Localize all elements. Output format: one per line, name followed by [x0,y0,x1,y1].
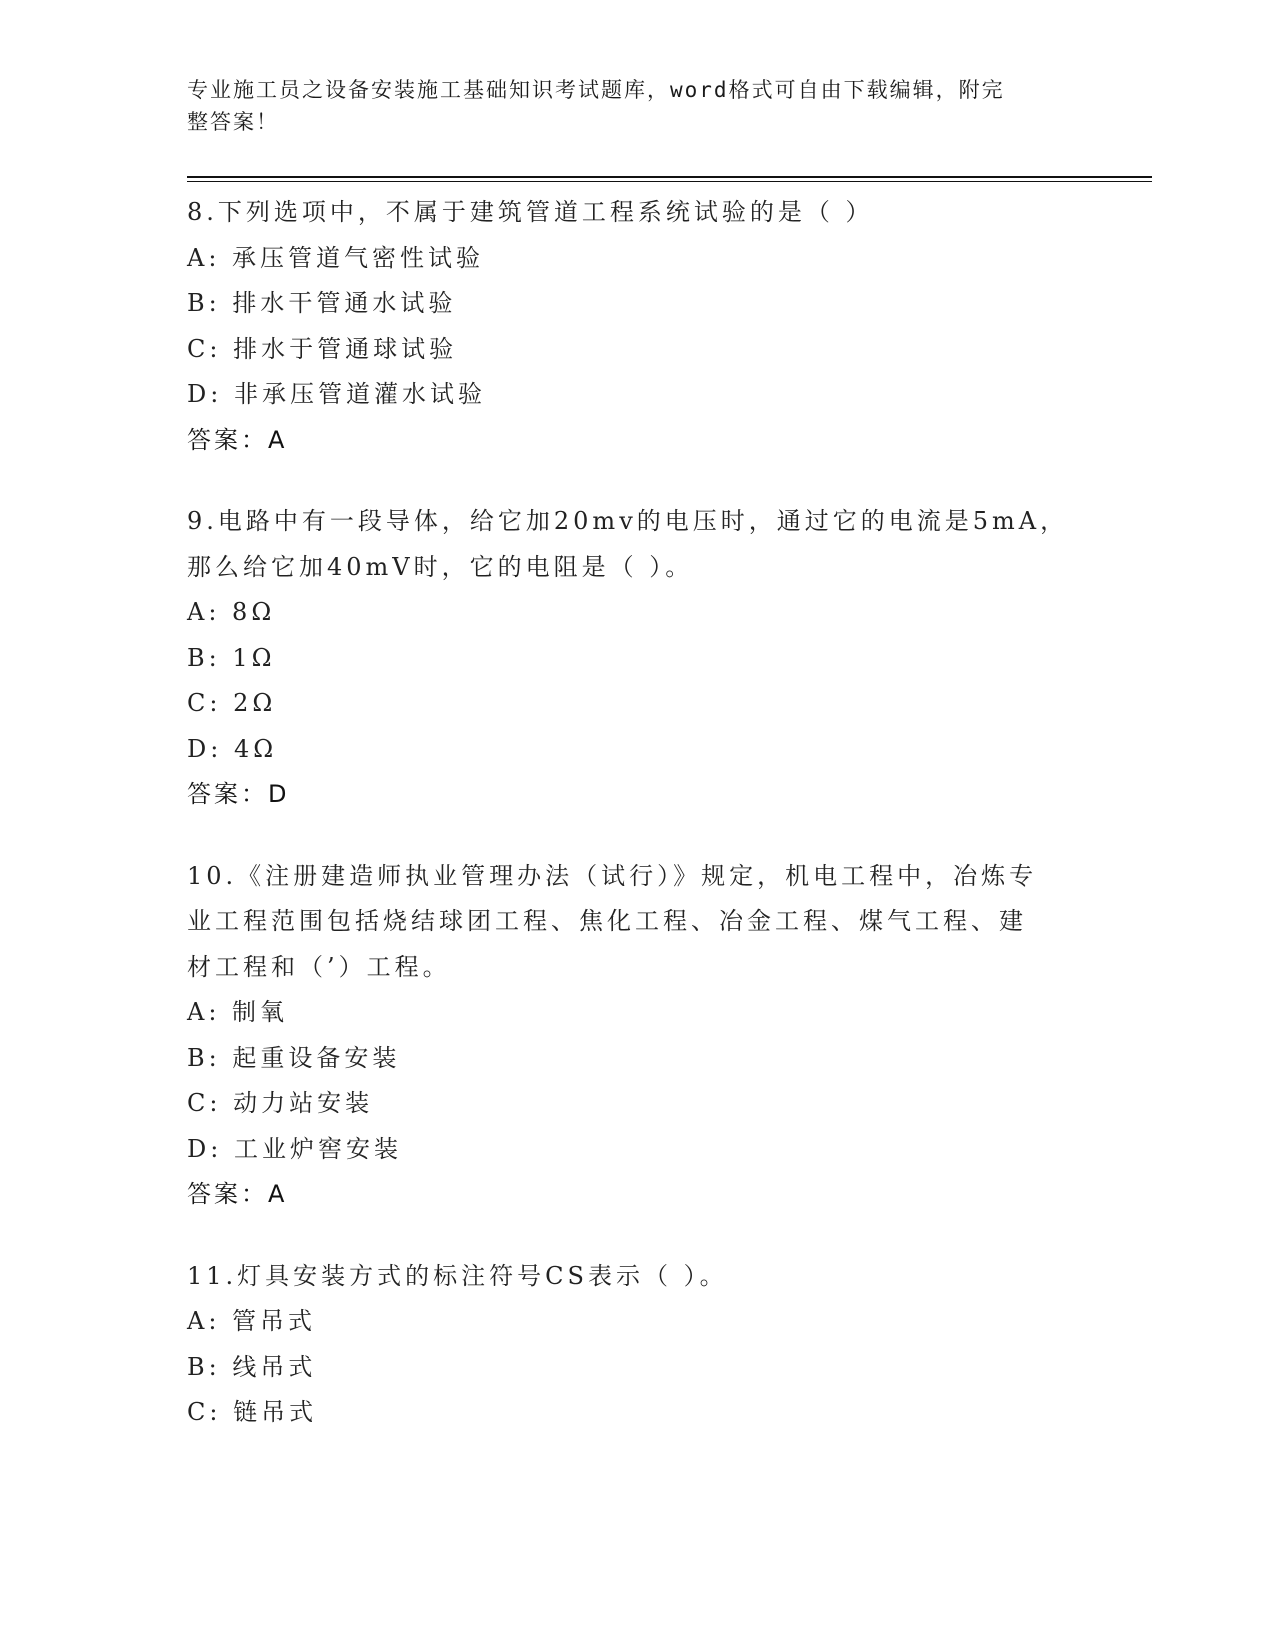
option-b: B: 线吊式 [187,1352,317,1381]
option-a: A: 8Ω [187,598,276,626]
question-11 [187,1254,1087,1436]
option-c: C: 排水于管通球试验 [187,334,458,363]
answer: 答案：A [187,425,288,454]
question-text [187,499,1087,590]
option-c: C: 2Ω [187,689,277,717]
header-line-1: 专业施工员之设备安装施工基础知识考试题库，word格式可自由下载编辑，附完 [187,78,1005,102]
document-header [187,74,1067,138]
option-a: A: 管吊式 [187,1307,317,1335]
question-10 [187,854,1087,1218]
option-d: D: 4Ω [187,734,278,763]
answer: 答案：A [187,1180,288,1208]
question-text-line: 11.灯具安装方式的标注符号CS表示（ ）。 [187,1261,728,1290]
question-list [187,190,1087,1472]
question-text-line: 那么给它加40mV时，它的电阻是（ ）。 [187,552,694,581]
question-text-line: 材工程和（’）工程。 [187,952,451,981]
question-text-line: 9.电路中有一段导体，给它加20mv的电压时，通过它的电流是5mA， [187,507,1069,535]
question-8 [187,190,1087,463]
header-line-2: 整答案！ [187,110,279,134]
option-c: C: 链吊式 [187,1398,318,1426]
question-text-line: 10.《注册建造师执业管理办法（试行）》规定，机电工程中，冶炼专 [187,861,1038,890]
option-a: A: 承压管道气密性试验 [187,243,485,272]
option-b: B: 1Ω [187,643,276,672]
header-divider-thick [187,176,1152,178]
option-c: C: 动力站安装 [187,1089,374,1117]
option-b: B: 起重设备安装 [187,1043,401,1072]
question-text-line: 8.下列选项中，不属于建筑管道工程系统试验的是（ ） [187,198,874,226]
answer: 答案：D [187,780,290,808]
option-d: D: 非承压管道灌水试验 [187,380,486,408]
question-text [187,1254,1087,1300]
question-text [187,854,1087,991]
header-divider-thin [187,181,1152,182]
option-d: D: 工业炉窖安装 [187,1134,402,1163]
question-text [187,190,1087,236]
option-b: B: 排水干管通水试验 [187,289,457,317]
question-9 [187,499,1087,818]
option-a: A: 制氧 [187,998,289,1026]
question-text-line: 业工程范围包括烧结球团工程、焦化工程、冶金工程、煤气工程、建 [187,907,1027,935]
